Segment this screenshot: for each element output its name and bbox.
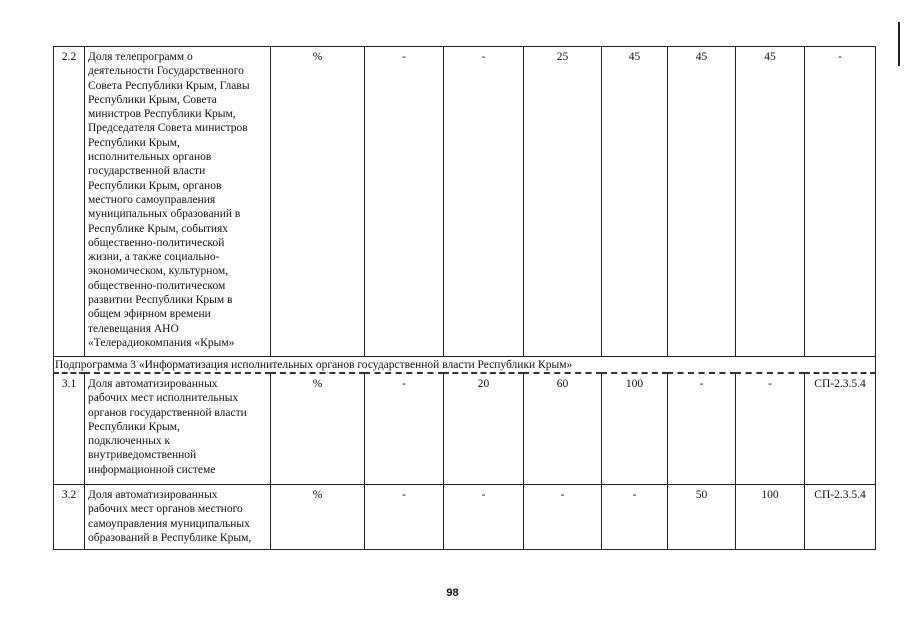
- value-cell: -: [444, 485, 524, 550]
- row-number: 3.2: [54, 485, 85, 550]
- value-cell: -: [524, 485, 602, 550]
- indicator-name-line: экономическом, культурном,: [88, 265, 229, 278]
- indicator-name-line: муниципальных образований в: [88, 208, 241, 221]
- table-row: [54, 47, 876, 357]
- value-cell: 60: [524, 373, 602, 485]
- indicator-name-line: общественно-политической: [88, 236, 225, 249]
- value-cell: -: [365, 47, 444, 357]
- indicator-name-line: министров Республики Крым,: [88, 108, 236, 121]
- value-cell: 50: [668, 485, 736, 550]
- indicator-name-line: информационной системе: [88, 463, 216, 476]
- code-cell: СП-2.3.5.4: [805, 485, 876, 550]
- value-cell: -: [602, 485, 668, 550]
- indicator-name-line: рабочих мест исполнительных: [88, 392, 239, 405]
- indicator-name-line: подключенных к: [88, 435, 171, 448]
- table-row: [54, 373, 876, 485]
- value-cell: -: [365, 373, 444, 485]
- indicator-name-line: государственной власти: [88, 165, 206, 178]
- code-cell: -: [805, 47, 876, 357]
- indicator-name-line: внутриведомственной: [88, 449, 197, 462]
- code-cell: СП-2.3.5.4: [805, 373, 876, 485]
- indicator-name-line: Доля телепрограмм о: [88, 51, 193, 63]
- indicator-name-line: органов государственной власти: [88, 406, 247, 419]
- indicator-name-line: образований в Республике Крым,: [88, 531, 252, 544]
- indicator-name-line: жизни, а также социально-: [88, 251, 220, 264]
- page-edge-mark: [898, 22, 900, 66]
- value-cell: -: [736, 373, 805, 485]
- indicator-name-line: деятельности Государственного: [88, 65, 244, 78]
- value-cell: 45: [668, 47, 736, 357]
- value-cell: 100: [602, 373, 668, 485]
- indicator-name-line: Республике Крым, событиях: [88, 222, 229, 235]
- value-cell: -: [668, 373, 736, 485]
- indicator-name-line: общественно-политическом: [88, 279, 226, 292]
- value-cell: 20: [444, 373, 524, 485]
- subprogram-header-row: [54, 357, 876, 374]
- subprogram-header: Подпрограмма 3 «Информатизация исполнительных органов государственной власти Республики Крым»: [54, 357, 876, 374]
- indicator-name-line: общем эфирном времени: [88, 308, 211, 321]
- unit-cell: %: [271, 373, 365, 485]
- unit-cell: %: [271, 47, 365, 357]
- indicator-name-line: Республики Крым,: [88, 420, 180, 433]
- value-cell: 25: [524, 47, 602, 357]
- indicator-name-line: Совета Республики Крым, Главы: [88, 79, 250, 92]
- indicator-name-line: Доля автоматизированных: [88, 489, 218, 501]
- table-row: [54, 485, 876, 550]
- indicators-table: [53, 46, 876, 550]
- indicator-name-line: Доля автоматизированных: [88, 378, 218, 390]
- row-number: 3.1: [54, 373, 85, 485]
- indicator-name-line: самоуправления муниципальных: [88, 517, 250, 530]
- indicator-name-line: развитии Республики Крым в: [88, 294, 233, 307]
- value-cell: -: [365, 485, 444, 550]
- indicator-name: [85, 485, 271, 550]
- indicator-name-line: исполнительных органов: [88, 151, 212, 164]
- value-cell: 45: [602, 47, 668, 357]
- unit-cell: %: [271, 485, 365, 550]
- value-cell: -: [444, 47, 524, 357]
- value-cell: 45: [736, 47, 805, 357]
- indicator-name-line: Республики Крым, Совета: [88, 93, 217, 106]
- indicator-name-line: Председателя Совета министров: [88, 122, 248, 135]
- indicator-name-line: Республики Крым,: [88, 136, 180, 149]
- indicator-name: [85, 373, 271, 485]
- indicator-name-line: местного самоуправления: [88, 193, 216, 206]
- indicator-name-line: Республики Крым, органов: [88, 179, 222, 192]
- indicator-name: [85, 47, 271, 357]
- indicator-name-line: рабочих мест органов местного: [88, 503, 243, 516]
- value-cell: 100: [736, 485, 805, 550]
- indicator-name-line: телевещания АНО: [88, 322, 179, 335]
- row-number: 2.2: [54, 47, 85, 357]
- page-number: 98: [446, 587, 459, 599]
- indicator-name-line: «Телерадиокомпания «Крым»: [88, 336, 235, 349]
